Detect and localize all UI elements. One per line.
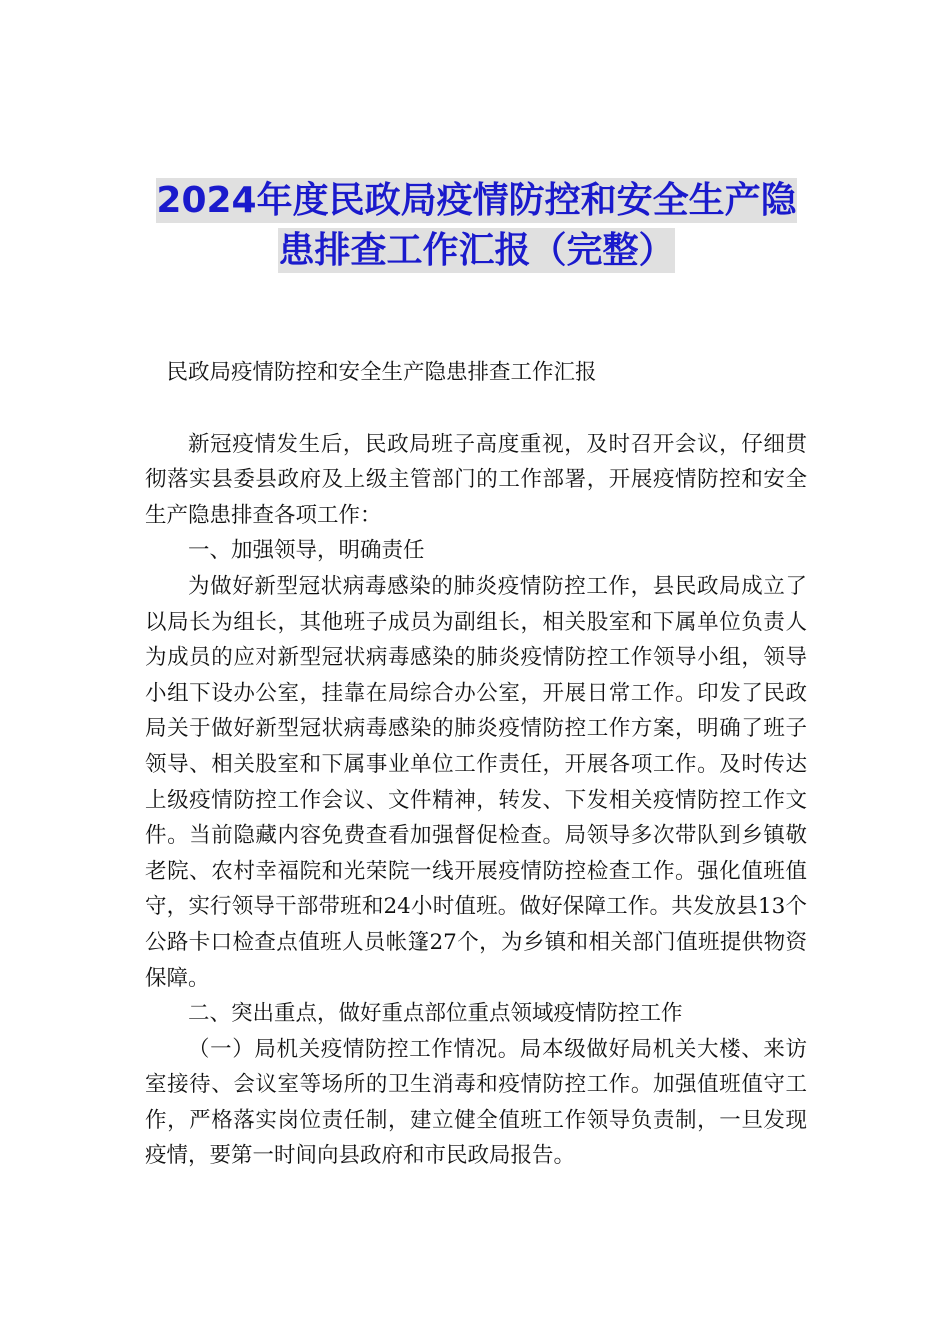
document-body [145, 355, 807, 1174]
paragraph-intro: 新冠疫情发生后，民政局班子高度重视，及时召开会议，仔细贯彻落实县委县政府及上级主管部门的工作部署，开展疫情防控和安全生产隐患排查各项工作： [145, 431, 807, 528]
document-subtitle: 民政局疫情防控和安全生产隐患排查工作汇报 [166, 360, 597, 385]
section-heading-1: 一、加强领导，明确责任 [188, 538, 425, 564]
paragraph-subsection-1: （一）局机关疫情防控工作情况。局本级做好局机关大楼、来访室接待、会议室等场所的卫生消毒和疫情防控工作。加强值班值守工作，严格落实岗位责任制，建立健全值班工作领导负责制，一旦发现疫情，要第一时间向县政府和市民政局报告。 [145, 1036, 807, 1169]
document-title-text: 2024年度民政局疫情防控和安全生产隐患排查工作汇报（完整） [156, 180, 797, 271]
document-title [144, 176, 809, 276]
section-heading-2: 二、突出重点，做好重点部位重点领域疫情防控工作 [188, 1001, 683, 1027]
paragraph-section-1: 为做好新型冠状病毒感染的肺炎疫情防控工作，县民政局成立了以局长为组长，其他班子成员为副组长，相关股室和下属单位负责人为成员的应对新型冠状病毒感染的肺炎疫情防控工作领导小组，领导小组下设办公室，挂靠在局综合办公室，开展日常工作。印发了民政局关于做好新型冠状病毒感染的肺炎疫情防控工作方案，明确了班子领导、相关股室和下属事业单位工作责任，开展各项工作。及时传达上级疫情防控工作会议、文件精神，转发、下发相关疫情防控工作文件。当前隐藏内容免费查看加强督促检查。局领导多次带队到乡镇敬老院、农村幸福院和光荣院一线开展疫情防控检查工作。强化值班值守，实行领导干部带班和24小时值班。做好保障工作。共发放县13个公路卡口检查点值班人员帐篷27个，为乡镇和相关部门值班提供物资保障。 [145, 573, 807, 991]
